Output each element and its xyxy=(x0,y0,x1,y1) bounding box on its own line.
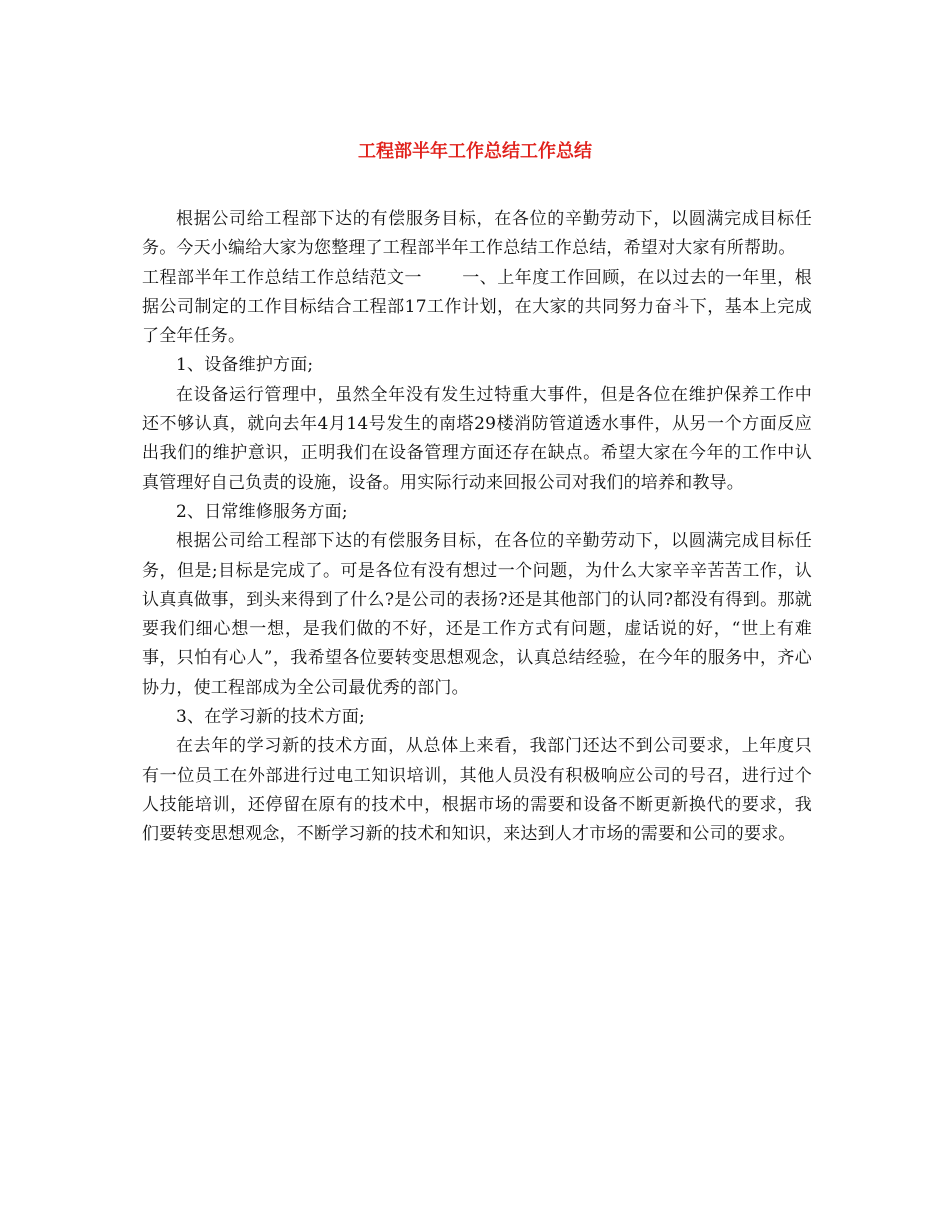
document-body xyxy=(142,205,812,850)
sample-intro: 一、上年度工作回顾，在以过去的一年里，根据公司制定的工作目标结合工程部17工作计划，在大家的共同努力奋斗下，基本上完成了全年任务。 xyxy=(142,267,812,347)
item2-heading: 2、日常维修服务方面; xyxy=(176,501,348,522)
item1-heading: 1、设备维护方面; xyxy=(176,355,314,376)
item1-body: 在设备运行管理中，虽然全年没有发生过特重大事件，但是各位在维护保养工作中还不够认真，就向去年4月14号发生的南塔29楼消防管道透水事件，从另一个方面反应出我们的维护意识，正明我们在设备管理方面还存在缺点。希望大家在今年的工作中认真管理好自己负责的设施，设备。用实际行动来回报公司对我们的培养和教导。 xyxy=(142,384,812,493)
item3-body: 在去年的学习新的技术方面，从总体上来看，我部门还达不到公司要求，上年度只有一位员工在外部进行过电工知识培训，其他人员没有积极响应公司的号召，进行过个人技能培训，还停留在原有的技术中，根据市场的需要和设备不断更新换代的要求，我们要转变思想观念，不断学习新的技术和知识，来达到人才市场的需要和公司的要求。 xyxy=(142,736,812,845)
document-title: 工程部半年工作总结工作总结 xyxy=(358,141,592,162)
sample-paragraph xyxy=(142,264,812,352)
sample-heading: 工程部半年工作总结工作总结范文一 xyxy=(142,267,422,288)
item2-body: 根据公司给工程部下达的有偿服务目标，在各位的辛勤劳动下，以圆满完成目标任务，但是;目标是完成了。可是各位有没有想过一个问题，为什么大家辛辛苦苦工作，认认真真做事，到头来得到了什么?是公司的表扬?还是其他部门的认同?都没有得到。那就要我们细心想一想，是我们做的不好，还是工作方式有问题，虚话说的好，“世上有难事，只怕有心人”，我希望各位要转变思想观念，认真总结经验，在今年的服务中，齐心协力，使工程部成为全公司最优秀的部门。 xyxy=(142,531,812,698)
item3-heading: 3、在学习新的技术方面; xyxy=(176,707,365,728)
intro-paragraph: 根据公司给工程部下达的有偿服务目标，在各位的辛勤劳动下，以圆满完成目标任务。今天小编给大家为您整理了工程部半年工作总结工作总结，希望对大家有所帮助。 xyxy=(142,209,812,259)
